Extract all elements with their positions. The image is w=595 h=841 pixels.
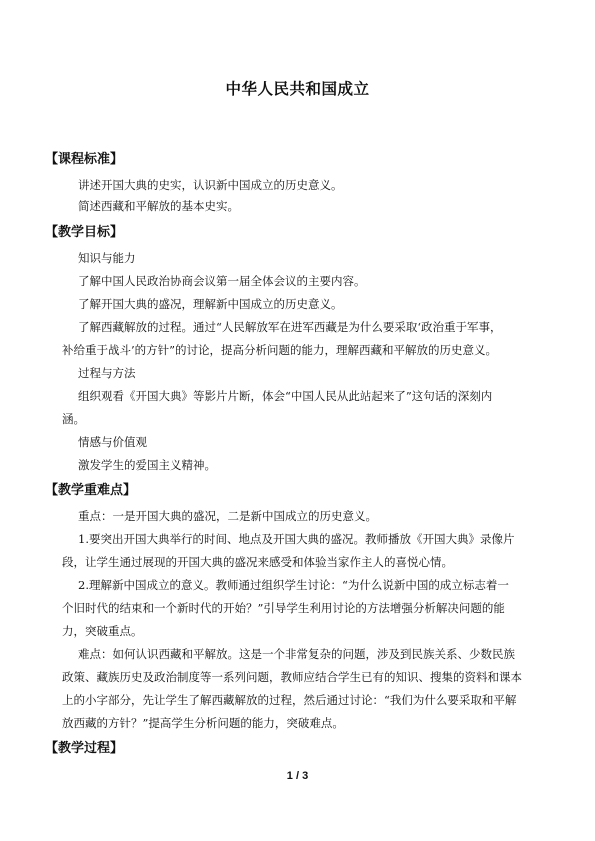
paragraph-line: 讲述开国大典的史实，认识新中国成立的历史意义。 — [78, 178, 343, 192]
paragraph-line: 放西藏的方针？”提高学生分析问题的能力，突破难点。 — [62, 716, 344, 730]
paragraph-line: 2.理解新中国成立的意义。教师通过组织学生讨论：“为什么说新中国的成立标志着一 — [78, 578, 509, 592]
paragraph-line: 激发学生的爱国主义精神。 — [78, 458, 216, 472]
section-heading-key-points: 【教学重难点】 — [45, 483, 137, 498]
page-number: 1 / 3 — [286, 770, 309, 782]
section-heading-process: 【教学过程】 — [45, 741, 124, 756]
paragraph-line: 过程与方法 — [78, 366, 136, 380]
paragraph-line: 政策、藏族历史及政治制度等一系列问题，教师应结合学生已有的知识、搜集的资料和课本 — [62, 670, 522, 684]
section-heading-standards: 【课程标准】 — [45, 152, 124, 167]
paragraph-line: 涵。 — [62, 412, 85, 426]
paragraph-line: 了解开国大典的盛况，理解新中国成立的历史意义。 — [78, 297, 343, 311]
paragraph-line: 补给重于战斗’的方针”的讨论，提高分析问题的能力，理解西藏和平解放的历史意义。 — [62, 343, 498, 357]
paragraph-line: 组织观看《开国大典》等影片片断，体会“中国人民从此站起来了”这句话的深刻内 — [78, 389, 493, 403]
paragraph-line: 1.要突出开国大典举行的时间、地点及开国大典的盛况。教师播放《开国大典》录像片 — [78, 532, 515, 546]
paragraph-line: 了解中国人民政治协商会议第一届全体会议的主要内容。 — [78, 274, 366, 288]
paragraph-line: 段，让学生通过展现的开国大典的盛况来感受和体验当家作主人的喜悦心情。 — [62, 555, 453, 569]
paragraph-line: 力，突破重点。 — [62, 624, 143, 638]
paragraph-line: 了解西藏解放的过程。通过“人民解放军在进军西藏是为什么要采取‘政治重于军事， — [78, 320, 502, 334]
paragraph-line: 个旧时代的结束和一个新时代的开始？”引导学生利用讨论的方法增强分析解决问题的能 — [62, 601, 505, 615]
document-title: 中华人民共和国成立 — [225, 80, 370, 98]
paragraph-line: 重点：一是开国大典的盛况，二是新中国成立的历史意义。 — [78, 509, 377, 523]
paragraph-line: 上的小字部分，先让学生了解西藏解放的过程，然后通过讨论：“我们为什么要采取和平解 — [62, 693, 517, 707]
section-heading-goals: 【教学目标】 — [45, 225, 124, 240]
paragraph-line: 情感与价值观 — [78, 435, 147, 449]
paragraph-line: 难点：如何认识西藏和平解放。这是一个非常复杂的问题，涉及到民族关系、少数民族 — [78, 647, 515, 661]
paragraph-line: 知识与能力 — [78, 251, 136, 265]
paragraph-line: 简述西藏和平解放的基本史实。 — [78, 199, 239, 213]
